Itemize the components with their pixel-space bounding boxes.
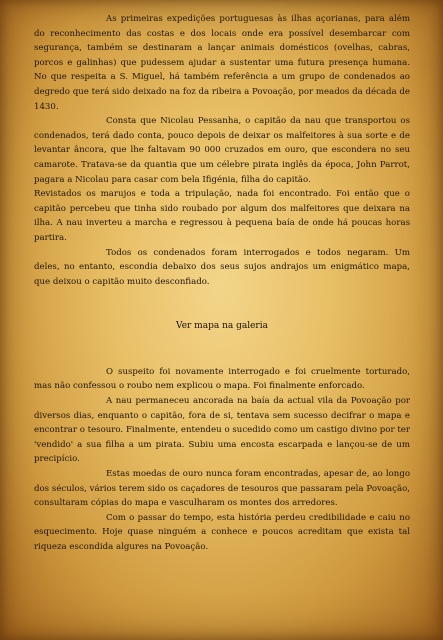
paragraph-ship-anchored: A nau permaneceu ancorada na baía da actual vila da Povoação por diversos dias, enquanto o capitão, fora de si, tentava sem sucesso decifrar o mapa e encontrar o tesouro. Finalmente, entendeu o sucedido como um castigo divino por ter 'vendido' a sua filha a um pirata. Subiu uma encosta escarpada e lançou-se de um precipício. [34, 396, 410, 465]
paragraph-gold-coins: Estas moedas de ouro nunca foram encontradas, apesar de, ao longo dos séculos, vários terem sido os caçadores de tesouros que passaram pela Povoação, consultaram cópias do mapa e vasculharam os montes dos arredores. [34, 469, 410, 509]
paragraph-search: Revistados os marujos e toda a tripulação, nada foi encontrado. Foi então que o capitão percebeu que tinha sido roubado por algum dos malfeitores que deixara na ilha. A nau inverteu a marcha e regressou à pequena baía de onde há poucas horas partira. [34, 189, 410, 243]
paragraph-expeditions: As primeiras expedições portuguesas às ilhas açorianas, para além do reconhecimento das costas e dos locais onde era possível desembarcar com segurança, também se destinaram a lançar animais domésticos (ovelhas, cabras, porcos e galinhas) que pudessem ajudar a sustentar uma futura presença humana. No que respeita a S. Miguel, há também referência a um grupo de condenados ao degredo que terá sido deixado na foz da ribeira a Povoação, por meados da década de 1430. [34, 14, 410, 112]
paragraph-suspect: O suspeito foi novamente interrogado e foi cruelmente torturado, mas não confessou o roubo nem explicou o mapa. Foi finalmente enforcado. [34, 366, 410, 392]
paragraph-nicolau-pessanha: Consta que Nicolau Pessanha, o capitão da nau que transportou os condenados, terá dado conta, pouco depois de deixar os malfeitores à sua sorte e de levantar âncora, que lhe faltavam 90 000 cruzados em ouro, que escondera no seu camarote. Tratava-se da quantia que um célebre pirata inglês da época, John Parrot, pagara a Nicolau para casar com bela Ifigénia, filha do capitão. [34, 116, 410, 185]
gallery-map-link[interactable]: Ver mapa na galeria [176, 321, 268, 332]
paragraph-forgotten: Com o passar do tempo, esta história perdeu credibilidade e caiu no esquecimento. Hoje quase ninguém a conhece e poucos acreditam que exista tal riqueza escondida algures na Povoação. [34, 512, 410, 552]
paragraph-interrogation: Todos os condenados foram interrogados e todos negaram. Um deles, no entanto, escondia debaixo dos seus sujos andrajos um enigmático mapa, que deixou o capitão muito desconfiado. [34, 247, 410, 287]
story-text [34, 12, 410, 555]
